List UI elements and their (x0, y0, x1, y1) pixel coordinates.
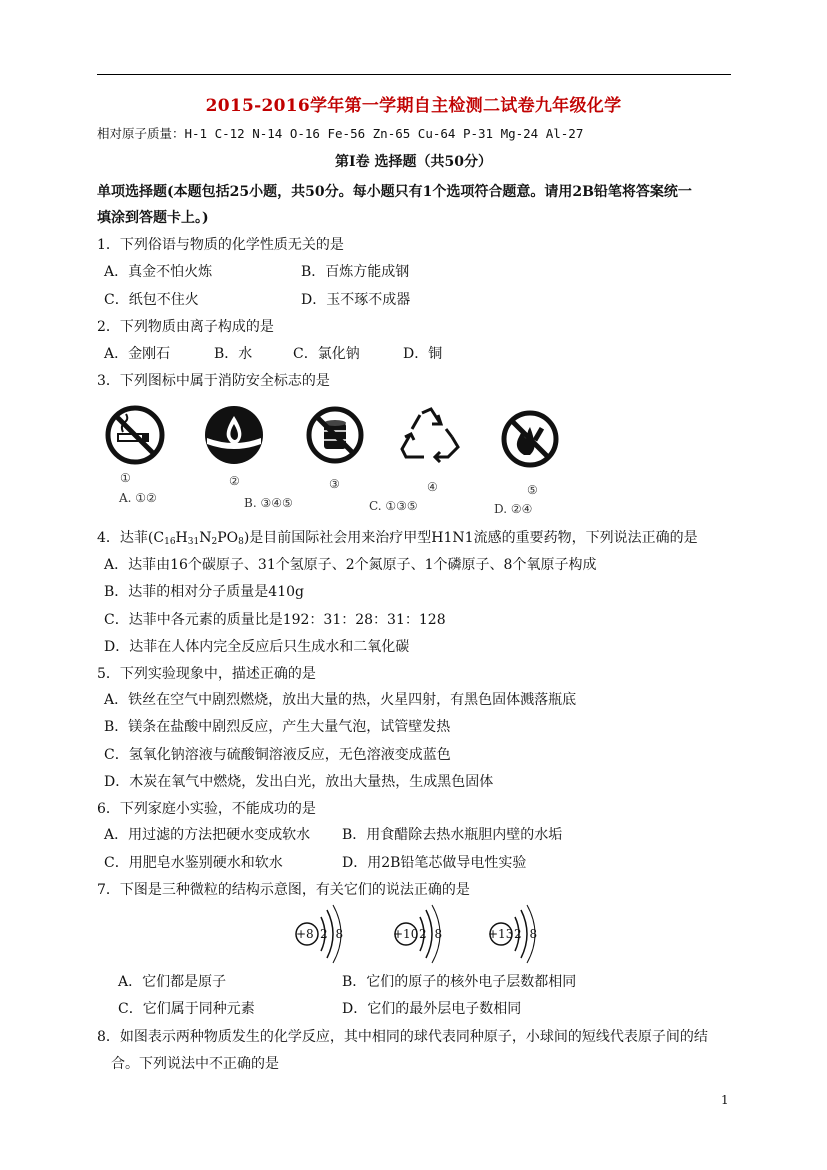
q1-option-a: A．真金不怕火炼 (104, 264, 213, 280)
q2-option-a: A．金刚石 (104, 346, 171, 362)
instructions-line2: 填涂到答题卡上。) (97, 210, 209, 226)
atom2-nucleus: +10 (393, 927, 419, 941)
atom-structure-diagram (392, 903, 456, 965)
q3-label-2: ② (229, 474, 240, 488)
q1-option-d: D．玉不琢不成器 (301, 292, 411, 308)
atom1-nucleus: +8 (296, 927, 314, 941)
q6-option-a: A．用过滤的方法把硬水变成软水 (104, 827, 311, 843)
page-title: 2015-2016学年第一学期自主检测二试卷九年级化学 (205, 96, 622, 116)
q5-option-b: B．镁条在盐酸中剧烈反应，产生大量气泡，试管壁发热 (104, 719, 451, 735)
q3-label-1: ① (120, 471, 131, 485)
atom-structure-diagram (487, 903, 551, 965)
q1-stem: 1．下列俗语与物质的化学性质无关的是 (97, 237, 344, 253)
q4-sub-n: 2 (211, 537, 218, 547)
atom2-shells: 2 8 (419, 927, 445, 941)
q2-stem: 2．下列物质由离子构成的是 (97, 319, 274, 335)
q7-option-b: B．它们的原子的核外电子层数都相同 (342, 974, 577, 990)
no-smoking-sign-icon (105, 404, 165, 466)
q1-option-c: C．纸包不住火 (104, 292, 199, 308)
q3-label-4: ④ (427, 480, 438, 494)
instructions-line1: 单项选择题(本题包括25小题，共50分。每小题只有1个选项符合题意。请用2B铅笔将答案统一 (97, 184, 692, 200)
q6-option-d: D．用2B铅笔芯做导电性实验 (342, 855, 527, 871)
section-heading: 第Ⅰ卷 选择题（共50分） (335, 154, 492, 170)
q4-sub-c: 16 (164, 537, 176, 547)
atom3-shells: 2 8 (514, 927, 540, 941)
q5-option-c: C．氢氧化钠溶液与硫酸铜溶液反应，无色溶液变成蓝色 (104, 747, 451, 763)
q7-option-d: D．它们的最外层电子数相同 (342, 1001, 522, 1017)
q4-h: H (175, 530, 188, 546)
atom-structure-diagram (293, 903, 357, 965)
atomic-masses: 相对原子质量：H-1 C-12 N-14 O-16 Fe-56 Zn-65 Cu-64 P-31 Mg-24 Al-27 (97, 126, 584, 141)
no-open-flame-sign-icon (500, 409, 560, 469)
q6-stem: 6．下列家庭小实验，不能成功的是 (97, 801, 316, 817)
q4-option-b: B．达菲的相对分子质量是410g (104, 584, 304, 600)
q4-option-d: D．达菲在人体内完全反应后只生成水和二氧化碳 (104, 639, 410, 655)
q3-stem: 3．下列图标中属于消防安全标志的是 (97, 373, 330, 389)
q4-stem-pre: 4．达菲(C (97, 530, 165, 546)
q8-line2: 合。下列说法中不正确的是 (111, 1056, 279, 1072)
q5-stem: 5．下列实验现象中，描述正确的是 (97, 666, 316, 682)
atom3-nucleus: +13 (488, 927, 514, 941)
q4-stem-post: )是目前国际社会用来治疗甲型H1N1流感的重要药物，下列说法正确的是 (243, 530, 698, 546)
no-flammable-storage-sign-icon (305, 405, 365, 465)
q4-sub-h: 31 (187, 537, 200, 547)
q3-option-d: D. ②④ (494, 502, 533, 516)
q7-option-a: A．它们都是原子 (118, 974, 227, 990)
q6-option-b: B．用食醋除去热水瓶胆内壁的水垢 (342, 827, 563, 843)
q3-option-a: A. ①② (119, 491, 157, 505)
q3-label-5: ⑤ (527, 483, 538, 497)
q4-option-a: A．达菲由16个碳原子、31个氢原子、2个氮原子、1个磷原子、8个氧原子构成 (104, 557, 597, 573)
q6-option-c: C．用肥皂水鉴别硬水和软水 (104, 855, 283, 871)
q2-option-b: B．水 (214, 346, 253, 362)
q4-sub-o: 8 (238, 537, 244, 547)
q3-label-3: ③ (329, 477, 340, 491)
q7-option-c: C．它们属于同种元素 (118, 1001, 255, 1017)
q5-option-a: A．铁丝在空气中剧烈燃烧，放出大量的热，火星四射，有黑色固体溅落瓶底 (104, 692, 577, 708)
q4-n: N (199, 530, 212, 546)
q7-stem: 7．下图是三种微粒的结构示意图，有关它们的说法正确的是 (97, 882, 470, 898)
recycling-sign-icon (400, 407, 462, 463)
q4-po: PO (217, 530, 239, 546)
q2-option-d: D．铜 (403, 346, 443, 362)
page-number: 1 (721, 1093, 729, 1107)
q3-option-c: C. ①③⑤ (369, 499, 418, 513)
q3-option-b: B. ③④⑤ (244, 496, 293, 510)
water-saving-sign-icon (203, 404, 265, 466)
q8-line1: 8．如图表示两种物质发生的化学反应，其中相同的球代表同种原子，小球间的短线代表原子间的结 (97, 1029, 708, 1045)
q2-option-c: C．氯化钠 (293, 346, 360, 362)
atom1-shells: 2 8 (320, 927, 346, 941)
q1-option-b: B．百炼方能成钢 (301, 264, 410, 280)
q5-option-d: D．木炭在氧气中燃烧，发出白光，放出大量热，生成黑色固体 (104, 774, 494, 790)
q4-stem (97, 528, 698, 552)
header-rule (97, 74, 731, 75)
q4-option-c: C．达菲中各元素的质量比是192：31：28：31：128 (104, 612, 446, 628)
